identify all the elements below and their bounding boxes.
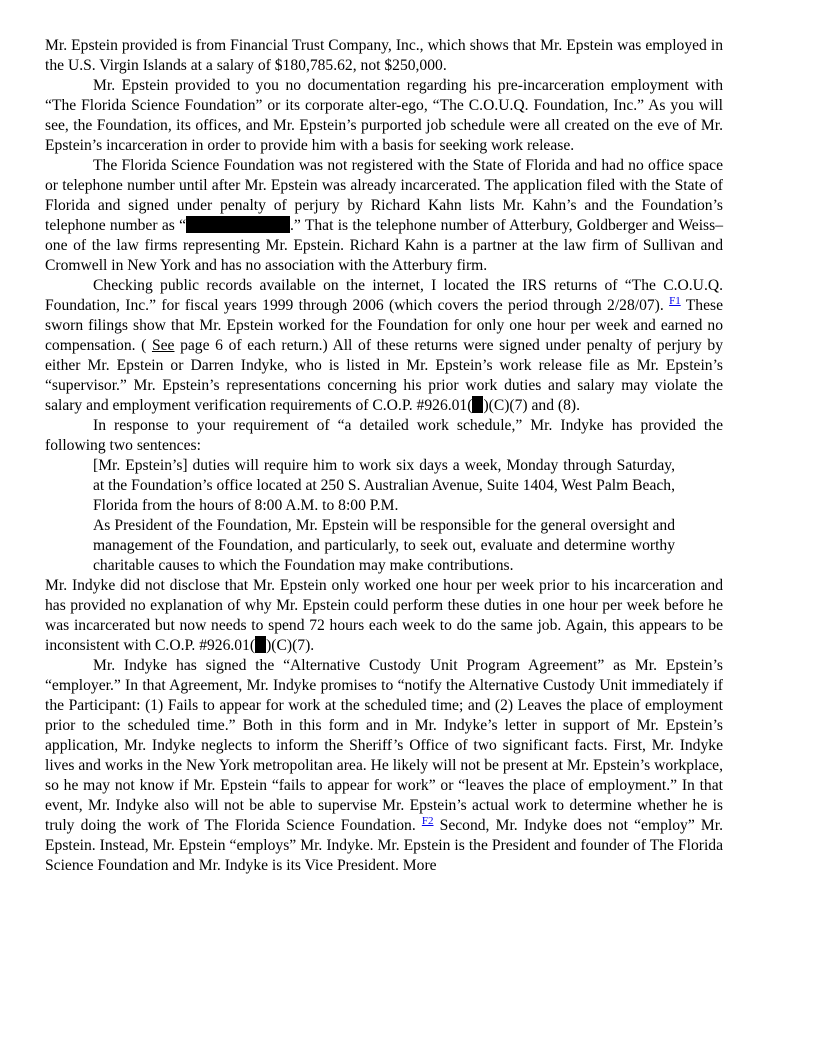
redaction-box (255, 636, 266, 653)
redaction-box (186, 216, 290, 233)
block-quote (93, 456, 675, 576)
block-quote-sentence-1: [Mr. Epstein’s] duties will require him to work six days a week, Monday through Saturday, at the Foundation’s office located at 250 S. Australian Avenue, Suite 1404, West Palm Beach, Florida from the hours of 8:00 A.M. to 8:00 P.M. (93, 457, 675, 514)
footnote-link-f2[interactable]: F2 (421, 814, 434, 827)
paragraph-5: In response to your requirement of “a detailed work schedule,” Mr. Indyke has provided the following two sentences: (45, 417, 723, 454)
footnote-link-f1[interactable]: F1 (669, 294, 681, 307)
see-reference: See (151, 337, 175, 354)
paragraph-4-text-d: )(C)(7) and (8). (483, 397, 580, 414)
paragraph-3 (45, 156, 723, 276)
paragraph-1: Mr. Epstein provided is from Financial Trust Company, Inc., which shows that Mr. Epstein was employed in the U.S. Virgin Islands at a salary of $180,785.62, not $250,000. (45, 37, 723, 74)
paragraph-4 (45, 276, 723, 416)
paragraph-4-text-b: These sworn filings show that Mr. Epstein worked for the Foundation for only one hour per week and earned no compensation. ( (45, 297, 723, 354)
paragraph-6-text-a: Mr. Indyke did not disclose that Mr. Epstein only worked one hour per week prior to his incarceration and has provided no explanation of why Mr. Epstein could perform these duties in one hour per week before he was incarcerated but now needs to spend 72 hours each week to do the same job. Again, this appears to be inconsistent with C.O.P. #926.01( (45, 577, 723, 654)
paragraph-2: Mr. Epstein provided to you no documentation regarding his pre-incarceration employment with “The Florida Science Foundation” or its corporate alter-ego, “The C.O.U.Q. Foundation, Inc.” As you will see, the Foundation, its offices, and Mr. Epstein’s purported job schedule were all created on the eve of Mr. Epstein’s incarceration in order to provide him with a basis for seeking work release. (45, 77, 723, 154)
block-quote-sentence-2: As President of the Foundation, Mr. Epstein will be responsible for the general oversight and management of the Foundation, and particularly, to seek out, evaluate and determine worthy charitable causes to which the Foundation may make contributions. (93, 517, 675, 574)
document-page (45, 36, 723, 876)
paragraph-3-text-b: .” That is the telephone number of Atterbury, Goldberger and Weiss–one of the law firms representing Mr. Epstein. Richard Kahn is a partner at the law firm of Sullivan and Cromwell in New York and has no association with the Atterbury firm. (45, 217, 723, 274)
redaction-box (472, 396, 483, 413)
paragraph-3-text-a: The Florida Science Foundation was not registered with the State of Florida and had no office space or telephone number until after Mr. Epstein was already incarcerated. The application filed with the State of Florida and signed under penalty of perjury by Richard Kahn lists Mr. Kahn’s and the Foundation’s telephone number as “ (45, 157, 723, 234)
paragraph-4-text-a: Checking public records available on the internet, I located the IRS returns of “The C.O.U.Q. Foundation, Inc.” for fiscal years 1999 through 2006 (which covers the period through 2/28/07). (45, 277, 723, 314)
paragraph-7-text-b: Second, Mr. Indyke does not “employ” Mr. Epstein. Instead, Mr. Epstein “employs” Mr. Indyke. Mr. Epstein is the President and founder of The Florida Science Foundation and Mr. Indyke is its Vice President. More (45, 817, 723, 874)
paragraph-7 (45, 656, 723, 876)
paragraph-6 (45, 576, 723, 656)
paragraph-7-text-a: Mr. Indyke has signed the “Alternative Custody Unit Program Agreement” as Mr. Epstein’s “employer.” In that Agreement, Mr. Indyke promises to “notify the Alternative Custody Unit immediately if the Participant: (1) Fails to appear for work at the scheduled time; and (2) Leaves the place of employment prior to the scheduled time.” Both in this form and in Mr. Indyke’s letter in support of Mr. Epstein’s application, Mr. Indyke neglects to inform the Sheriff’s Office of two significant facts. First, Mr. Indyke lives and works in the New York metropolitan area. He likely will not be present at Mr. Epstein’s workplace, so he may not know if Mr. Epstein “fails to appear for work” or “leaves the place of employment.” In that event, Mr. Indyke also will not be able to supervise Mr. Epstein’s actual work to determine whether he is truly doing the work of The Florida Science Foundation. (45, 657, 723, 834)
paragraph-6-text-b: )(C)(7). (266, 637, 315, 654)
paragraph-4-text-c: page 6 of each return.) All of these returns were signed under penalty of perjury by either Mr. Epstein or Darren Indyke, who is listed in Mr. Epstein’s work release file as Mr. Epstein’s “supervisor.” Mr. Epstein’s representations concerning his prior work duties and salary may violate the salary and employment verification requirements of C.O.P. #926.01( (45, 337, 723, 414)
